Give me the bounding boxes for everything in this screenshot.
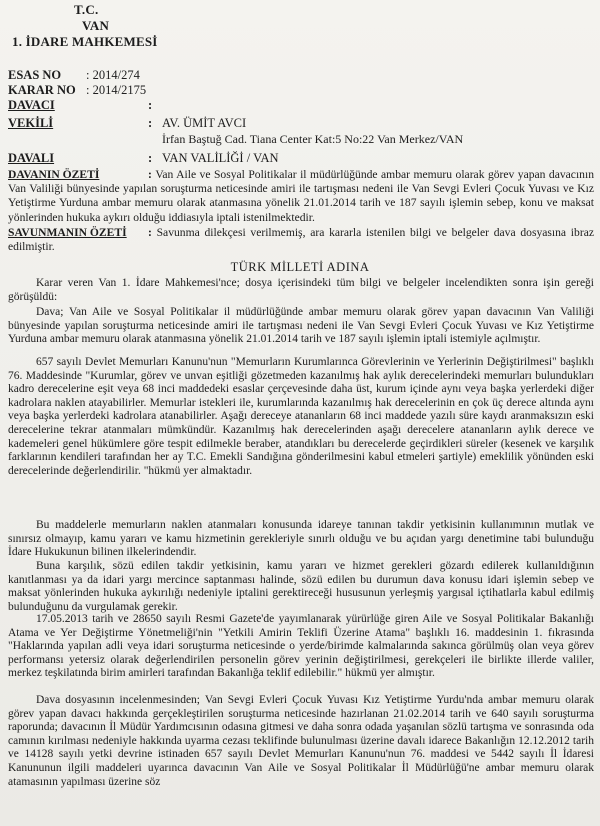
davaci-row [8,98,592,113]
paragraph-intro: Karar veren Van 1. İdare Mahkemesi'nce; dosya içerisindeki tüm bilgi ve belgeler incelendikten sonra işin gereği görüşüldü: [8,277,594,303]
vekili-label: VEKİLİ [8,116,54,130]
paragraph-file-review: Dava dosyasının incelenmesinden; Van Sevgi Evleri Çocuk Yuvası Kız Yetiştirme Yurdu'nda ambar memuru olarak görev yapan davacı hakkında gerçekleştirilen soruşturma neticesinde hazırlanan 21.02.2014 tarih ve 640 sayılı soruşturma raporunda; davacının İl Müdür Yardımcısının odasına gitmesi ve daha sonra odada yaşanılan sözlü tartışma ve sonrasında oda camının kırılması nedeniyle hakkında uyarma cezası teklifinde bulunulması üzerine davalı idarece Bakanlığın 12.12.2012 tarih ve 14128 sayılı yetki devrine istinaden 657 sayılı Devlet Memurları Kanunu'nun 76. maddesi ve 5442 sayılı İl İdaresi Kanununun ilgili maddeleri uyarınca davacının Van Aile ve Sosyal Politikalar İl Müdürlüğü'ne ambar memuru olarak atamasının yapılması üzerine söz [8,694,594,788]
davaci-value: : [148,98,153,112]
paragraph-law-76: 657 sayılı Devlet Memurları Kanunu'nun "Memurların Kurumlarınca Görevlerinin ve Yerlerinin Değiştirilmesi" başlıklı 76. Maddesinde "Kurumlar, görev ve unvan eşitliği gözetmeden kazanılmış hak aylık derecelerindeki memurları bulundukları kadro derecelerine eşit veya 68 inci maddedeki esaslar çerçevesinde daha üst, kurum içinde aynı veya başka yerlerdeki diğer kadrolara naklen atayabilirler. Memurlar istekleri ile, kurumlarında kazanılmış hak derecelerinin en çok üç derece altında aynı veya başka yerlerdeki kadrolara atanabilirler. Aşağı dereceye atananların 68 inci maddede yazılı süre kaydı aranmaksızın eski derecelerine tekrar atanmaları mümkündür. Kazanılmış hak derecelerinden aşağı derecelere atananların aylık derece ve kademeleri genel hükümlere göre tespit edilmekle beraber, atandıkları bu derecelerde geçirdikleri süreler (kesenek ve karşılık farklarının kendileri tarafından her ay T.C. Emekli Sandığına gönderilmesini kabul etmeleri şartiyle) emeklilik yönünden eski derecelerinde değerlendirilir. "hükmü yer almaktadır. [8,356,594,477]
header-tc: T.C. [74,2,99,17]
savunmanin-ozeti-text: Savunma dilekçesi verilmemiş, ara kararla istenilen bilgi ve belgeler dava dosyasına ibraz edilmiştir. [8,226,594,254]
savunmanin-ozeti-label: SAVUNMANIN ÖZETİ [8,226,127,239]
vekili-row: VEKİLİ : AV. ÜMİT AVCI [8,116,247,130]
paragraph-discretion: Bu maddelerle memurların naklen atanmaları konusunda idareye tanınan takdir yetkisinin kullanımının mutlak ve sınırsız olmayıp, kamu yararı ve kamu hizmetinin gerekleriyle sınırlı olduğu ve bu açıdan yargı denetimine tabi bulunduğu İdare Hukukunun bilinen ilkelerindendir. [8,519,594,559]
decision-title: TÜRK MİLLETİ ADINA [230,260,370,274]
karar-no-label: KARAR NO [8,83,76,97]
paragraph-counter: Buna karşılık, sözü edilen takdir yetkisinin, kamu yararı ve hizmet gerekleri gözardı edilerek kullanıldığının kanıtlanması ya da idari yargı mercince saptanması halinde, sözü edilen bu durumun dava konusu idari işlemin sebep ve maksat yönlerinden hukuka aykırılığı nedeniyle iptalini gerektireceği hususunun yerleşmiş yargısal içtihatlarla kabul edilmiş bulunduğunu da vurgulamak gerekir. [8,560,594,613]
paragraph-regulation: 17.05.2013 tarih ve 28650 sayılı Resmi Gazete'de yayımlanarak yürürlüğe giren Aile ve Sosyal Politikalar Bakanlığı Atama ve Yer Değiştirme Yönetmeliği'nin "Yetkili Amirin Teklifi Üzerine Atama" başlıklı 16. maddesinin 1. fıkrasında "Haklarında yapılan adli veya idari soruşturma neticesinde o yerde/birimde kalmalarında sakınca görülmüş olan veya görev performansı yetersiz olarak değerlendirilen personelin görev yerinin değiştirilmesi, gerekçeleri ile birlikte illerde valiler, merkez teşkilatında birim amirleri tarafından Bakanlığa teklif edilebilir." hükmü yer almıştır. [8,613,594,680]
davali-label: DAVALI [8,151,55,165]
davali-value: VAN VALİLİĞİ / VAN [162,151,279,165]
paragraph-dava: Dava; Van Aile ve Sosyal Politikalar il müdürlüğünde ambar memuru olarak görev yapan davacının Van Valiliği bünyesinde yapılan soruşturma neticesinde amiri ile tartışması nedeni ile Van Sevgi Evleri Çocuk Yuvası ve Kız Yetiştirme Yurduna ambar memuru olarak atanmasına yönelik 21.01.2014 tarih ve 187 sayılı işlemin iptali istemiyle açılmıştır. [8,306,594,346]
davali-row: DAVALI : VAN VALİLİĞİ / VAN [8,151,279,165]
header-city: VAN [82,18,110,33]
esas-no-value: : 2014/274 [86,68,140,82]
karar-no-value: : 2014/2175 [86,83,147,97]
vekili-address: İrfan Baştuğ Cad. Tiana Center Kat:5 No:22 Van Merkez/VAN [162,132,464,146]
karar-no-row [8,83,146,98]
davanin-ozeti-label: DAVANIN ÖZETİ [8,168,100,181]
savunmanin-ozeti: SAVUNMANIN ÖZETİ : Savunma dilekçesi verilmemiş, ara kararla istenilen bilgi ve belgeler dava dosyasına ibraz edilmiştir. [8,226,594,254]
esas-no-label: ESAS NO [8,68,62,82]
davanin-ozeti-text: Van Aile ve Sosyal Politikalar il müdürlüğünde ambar memuru olarak görev yapan davacının Van Valiliği bünyesinde yapılan soruşturma neticesinde amiri ile tartışması nedeni ile Van Sevgi Evleri Çocuk Yuvası ve Kız Yetiştirme Yurduna ambar memuru olarak atanmasına yönelik 21.01.2014 tarih ve 187 sayılı işlemin sebep, konu ve maksat yönlerinden hukuka aykırı olduğu iddiasıyla iptali istenilmektedir. [8,168,594,224]
davaci-label: DAVACI [8,98,55,112]
esas-no-row [8,68,140,83]
davanin-ozeti: DAVANIN ÖZETİ : Van Aile ve Sosyal Politikalar il müdürlüğünde ambar memuru olarak görev yapan davacının Van Valiliği bünyesinde yapılan soruşturma neticesinde amiri ile tartışması nedeni ile Van Sevgi Evleri Çocuk Yuvası ve Kız Yetiştirme Yurduna ambar memuru olarak atanmasına yönelik 21.01.2014 tarih ve 187 sayılı işlemin sebep, konu ve maksat yönlerinden hukuka aykırı olduğu iddiasıyla iptali istenilmektedir. [8,168,594,224]
header-court: 1. İDARE MAHKEMESİ [12,34,158,49]
vekili-value: AV. ÜMİT AVCI [162,116,247,130]
